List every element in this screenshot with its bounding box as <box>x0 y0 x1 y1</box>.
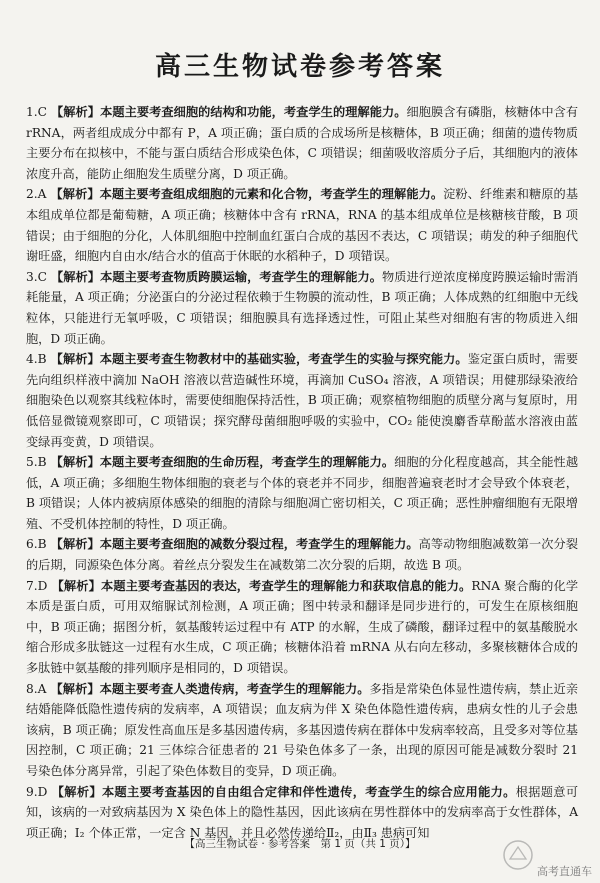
answer-item <box>26 349 578 452</box>
answer-item <box>26 679 578 782</box>
answer-number: 9. <box>26 784 38 799</box>
analysis-text: 物质进行逆浓度梯度跨膜运输时需消耗能量，A 项正确；分泌蛋白的分泌过程依赖于生物膜的流动性，B 项正确；人体成熟的红细胞中无线粒体，只能进行无氧呼吸，C 项错误；细胞膜具有选择透过性，可阻止某些对细胞有害的物质进入细胞，D 项正确。 <box>26 269 579 346</box>
answer-number: 1. <box>26 105 38 119</box>
analysis-summary: 本题主要考查细胞的结构和功能，考查学生的理解能力。 <box>100 105 407 119</box>
answer-number: 8. <box>26 681 38 696</box>
analysis-text: 多指是常染色体显性遗传病，禁止近亲结婚能降低隐性遗传病的发病率，A 项错误；血友病为伴 X 染色体隐性遗传病，患病女性的儿子会患该病，B 项正确；原发性高血压是多基因遗传病，多基因遗传病在群体中发病率较高，且受多对等位基因控制，C 项正确；21 三体综合征患者的 21 号染色体多了一条，出现的原因可能是减数分裂时 21 号染色体分离异常，引起了染色体数目的变异，D 项正确。 <box>26 681 579 778</box>
answer-key: B <box>37 352 47 367</box>
analysis-summary: 本题主要考查组成细胞的元素和化合物，考查学生的理解能力。 <box>99 187 444 202</box>
analysis-summary: 本题主要考查生物教材中的基础实验，考查学生的实验与探究能力。 <box>99 352 468 367</box>
page-title: 高三生物试卷参考答案 <box>154 52 445 82</box>
answer-number: 2. <box>26 187 38 202</box>
answer-number: 6. <box>26 537 38 552</box>
analysis-tag: 【解析】 <box>50 352 100 367</box>
answer-key: A <box>37 681 47 696</box>
analysis-tag: 【解析】 <box>50 105 101 119</box>
analysis-summary: 本题主要考查细胞的生命历程，考查学生的理解能力。 <box>99 455 395 470</box>
analysis-summary: 本题主要考查人类遗传病，考查学生的理解能力。 <box>99 681 370 696</box>
analysis-text: 淀粉、纤维素和糖原的基本组成单位都是葡萄糖，A 项正确；核糖体中含有 rRNA，RNA 的基本组成单位是核糖核苷酸，B 项错误；由于细胞的分化，人体肌细胞中控制血红蛋白合成的基因不表达，C 项错误；萌发的种子细胞代谢旺盛，细胞内自由水/结合水的值高于休眠的水稻种子，D 项错误。 <box>26 187 579 264</box>
answer-key: B <box>37 537 47 552</box>
answer-item <box>26 576 578 679</box>
answer-number: 4. <box>26 352 38 367</box>
answer-key: C <box>37 269 47 284</box>
analysis-tag: 【解析】 <box>50 455 100 470</box>
answer-item <box>26 184 578 266</box>
answer-key: C <box>37 105 47 119</box>
answer-key: B <box>37 455 47 470</box>
answer-number: 3. <box>26 269 38 284</box>
analysis-tag: 【解析】 <box>51 784 102 799</box>
answer-number: 5. <box>26 455 38 470</box>
analysis-tag: 【解析】 <box>50 681 100 696</box>
answer-key: D <box>37 578 48 593</box>
analysis-tag: 【解析】 <box>51 578 101 593</box>
page-footer: 【高三生物试卷 · 参考答案 第 1 页（共 1 页）】 <box>184 838 416 850</box>
analysis-text: RNA 聚合酶的化学本质是蛋白质，可用双缩脲试剂检测，A 项正确；图中转录和翻译是同步进行的，可发生在原核细胞中，B 项正确；据图分析，氨基酸转运过程中有 ATP 的水解，生成了磷酸，翻译过程中的氨基酸脱水缩合形成多肽链这一过程有水生成，C 项正确；核糖体沿着 mRNA 从右向左移动，多聚核糖体合成的多肽链中氨基酸的排列顺序是相同的，D 项错误。 <box>26 578 579 676</box>
analysis-text: 根据题意可知，该病的一对致病基因为 X 染色体上的隐性基因，因此该病在男性群体中的发病率高于女性群体，A 项正确；Ⅰ₂ 个体正常，一定含 N 基因，并且必然传递给Ⅱ₂，由Ⅱ₃ 患病可知 <box>26 784 579 840</box>
analysis-summary: 本题主要考查物质跨膜运输，考查学生的理解能力。 <box>100 269 382 284</box>
analysis-summary: 本题主要考查细胞的减数分裂过程，考查学生的理解能力。 <box>99 537 419 552</box>
watermark-text: 高考直通车 <box>537 865 592 878</box>
answer-item <box>26 782 578 844</box>
analysis-text: 鉴定蛋白质时，需要先向组织样液中滴加 NaOH 溶液以营造碱性环境，再滴加 CuSO₄ 溶液，A 项错误；用健那绿染液给细胞染色以观察其线粒体时，需要使细胞保持活性，B 项正确；观察植物细胞的质壁分离与复原时，用低倍显微镜观察即可，C 项错误；探究酵母菌细胞呼吸的实验中，CO₂ 能使溴麝香草酚蓝水溶液由蓝变绿再变黄，D 项错误。 <box>26 352 579 449</box>
analysis-tag: 【解析】 <box>50 187 100 202</box>
analysis-summary: 本题主要考查基因的表达，考查学生的理解能力和获取信息的能力。 <box>100 578 472 593</box>
answers-list <box>26 102 578 843</box>
answer-key: D <box>37 784 48 799</box>
analysis-text: 高等动物细胞减数第一次分裂的后期，同源染色体分离。着丝点分裂发生在减数第二次分裂的后期，故选 B 项。 <box>26 537 579 573</box>
analysis-tag: 【解析】 <box>50 537 100 552</box>
answer-key: A <box>37 187 47 202</box>
analysis-text: 细胞的分化程度越高，其全能性越低，A 项正确；多细胞生物体细胞的衰老与个体的衰老并不同步，细胞普遍衰老时才会导致个体衰老，B 项错误；人体内被病原体感染的细胞的清除与细胞凋亡密切相关，C 项正确；恶性肿瘤细胞有无限增殖、不受机体控制的特性，D 项正确。 <box>26 455 579 531</box>
analysis-summary: 本题主要考查基因的自由组合定律和伴性遗传，考查学生的综合应用能力。 <box>101 784 516 799</box>
analysis-tag: 【解析】 <box>50 269 101 284</box>
analysis-text: 细胞膜含有磷脂，核糖体中含有 rRNA，两者组成成分中都有 P，A 项正确；蛋白质的合成场所是核糖体，B 项正确；细菌的遗传物质主要分布在拟核中，不能与蛋白质结合形成染色体，C 项错误；细菌吸收溶质分子后，其细胞内的液体浓度升高，能防止细胞发生质壁分离，D 项正确。 <box>26 105 579 181</box>
answer-item <box>26 534 578 575</box>
answer-item <box>26 452 578 534</box>
answer-item <box>26 267 578 349</box>
answer-number: 7. <box>26 578 38 593</box>
answer-item <box>26 102 578 184</box>
